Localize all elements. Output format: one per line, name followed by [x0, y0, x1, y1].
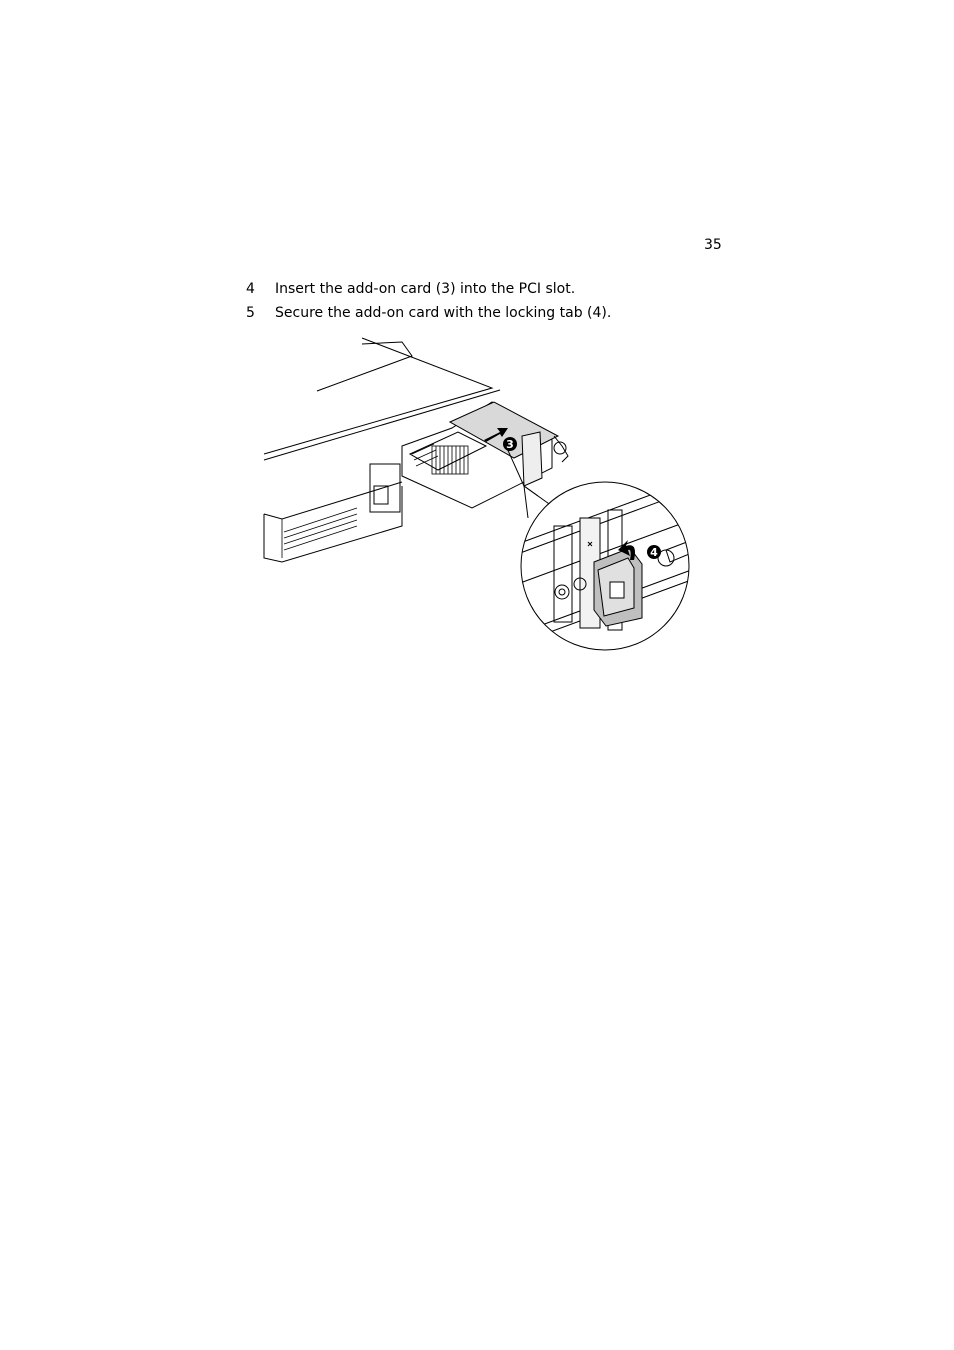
callout-4-label: 4 [650, 546, 658, 559]
addon-card-installation-illustration [262, 336, 696, 656]
step-text: Secure the add-on card with the locking tab (4). [275, 305, 612, 321]
callout-3-label: 3 [506, 438, 514, 451]
detail-magnifier-view [512, 476, 696, 650]
step-item [246, 304, 611, 328]
callout-4-badge [647, 545, 661, 559]
callout-3-badge [503, 437, 517, 451]
page-number: 35 [704, 237, 722, 253]
step-number: 5 [246, 305, 255, 321]
instruction-steps [246, 280, 611, 328]
step-item [246, 280, 611, 304]
step-number: 4 [246, 281, 255, 297]
step-text: Insert the add-on card (3) into the PCI slot. [275, 281, 576, 297]
